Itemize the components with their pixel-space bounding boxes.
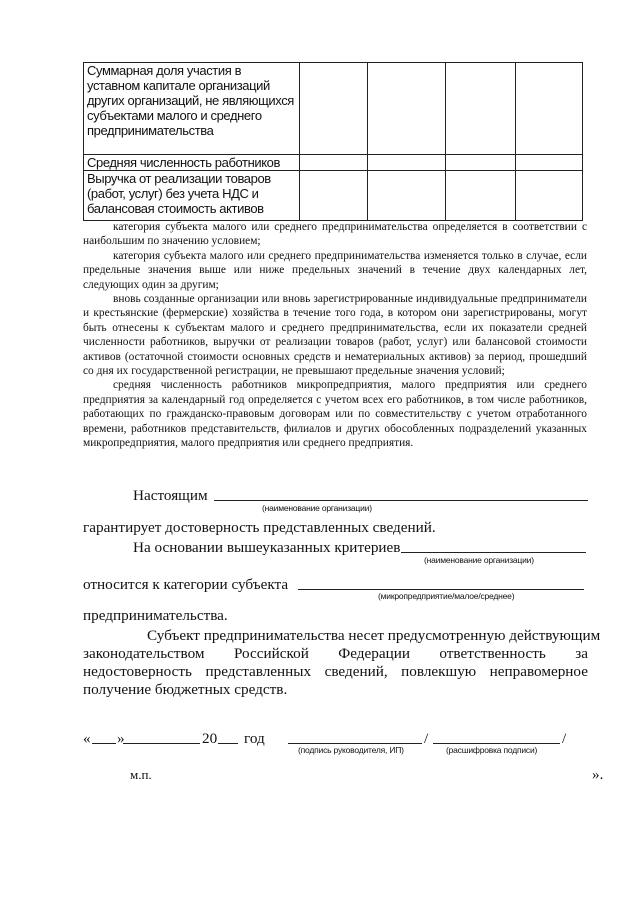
org-name-line-2[interactable] xyxy=(401,552,586,553)
year-prefix: 20 xyxy=(202,730,218,747)
paragraph: категория субъекта малого или среднего предпринимательства определяется в соответствии с наибольшим по значению условием; xyxy=(83,221,587,248)
quote-open: « xyxy=(83,730,91,747)
caption-decode: (расшифровка подписи) xyxy=(446,745,538,755)
paragraph: средняя численность работников микропредприятия, малого предприятия или среднего предприятия за календарный год определяется с учетом всех его работников, в том числе работников, работающих по гражданско-правовым договорам или по совместительству с учетом отработанного времени, работников представительств, филиалов и других обособленных подразделений указанных микропредприятия, малого предприятия или среднего предприятия. xyxy=(83,379,587,450)
category-line[interactable] xyxy=(298,589,584,590)
table-row xyxy=(84,155,583,171)
year-word: год xyxy=(244,730,265,747)
table-row xyxy=(84,171,583,221)
liability-line-2: законодательством Российской Федерации ответственность за xyxy=(83,645,588,662)
paragraph: категория субъекта малого или среднего предпринимательства изменяется только в случае, если предельные значения выше или ниже предельных значений в течение двух календарных лет, следующих один за другим; xyxy=(83,249,587,291)
liability-line-1: Субъект предпринимательства несет предусмотренную действующим xyxy=(147,627,601,644)
slash-2: / xyxy=(562,730,567,747)
label-nastoyashchim: Настоящим xyxy=(133,487,208,504)
liability-line-3: недостоверность представленных сведений, повлекшую неправомерное xyxy=(83,663,588,680)
month-line[interactable] xyxy=(123,743,200,744)
decode-line[interactable] xyxy=(433,743,560,744)
text-predprinimatelstva: предпринимательства. xyxy=(83,607,228,624)
org-name-line[interactable] xyxy=(214,500,588,501)
year-line[interactable] xyxy=(218,743,238,744)
row-label: Суммарная доля участия в уставном капитале организаций других организаций, не являющихся субъектами малого и среднего предпринимательства xyxy=(84,63,300,155)
day-line[interactable] xyxy=(92,743,116,744)
caption-org-name: (наименование организации) xyxy=(262,503,372,513)
liability-line-4: получение бюджетных средств. xyxy=(83,681,288,698)
guarantee-text: гарантирует достоверность представленных сведений. xyxy=(83,519,436,536)
caption-org-name-2: (наименование организации) xyxy=(424,555,534,565)
caption-category: (микропредприятие/малое/среднее) xyxy=(378,591,515,601)
criteria-table xyxy=(83,62,583,221)
paragraph: вновь созданные организации или вновь зарегистрированные индивидуальные предприниматели и крестьянские (фермерские) хозяйства в течение того года, в котором они зарегистрированы, могут быть отнесены к субъектам малого и среднего предпринимательства, если их показатели средней численности работников, выручки от реализации товаров (работ, услуг) или балансовой стоимости активов (остаточной стоимости основных средств и нематериальных активов) за период, прошедший со дня их государственной регистрации, не превышают предельные значения условий; xyxy=(83,293,587,378)
label-category: относится к категории субъекта xyxy=(83,576,289,593)
stamp-place: м.п. xyxy=(130,767,152,782)
signature-line[interactable] xyxy=(288,743,422,744)
table-row xyxy=(84,63,583,155)
slash-1: / xyxy=(424,730,429,747)
row-label: Средняя численность работников xyxy=(84,155,300,171)
closing-quote: ». xyxy=(592,766,604,783)
row-label: Выручка от реализации товаров (работ, услуг) без учета НДС и балансовая стоимость активов xyxy=(84,171,300,221)
label-criteria: На основании вышеуказанных критериев xyxy=(133,539,401,556)
quote-close: » xyxy=(117,730,125,747)
rules-text xyxy=(83,220,587,451)
caption-signature: (подпись руководителя, ИП) xyxy=(298,745,404,755)
